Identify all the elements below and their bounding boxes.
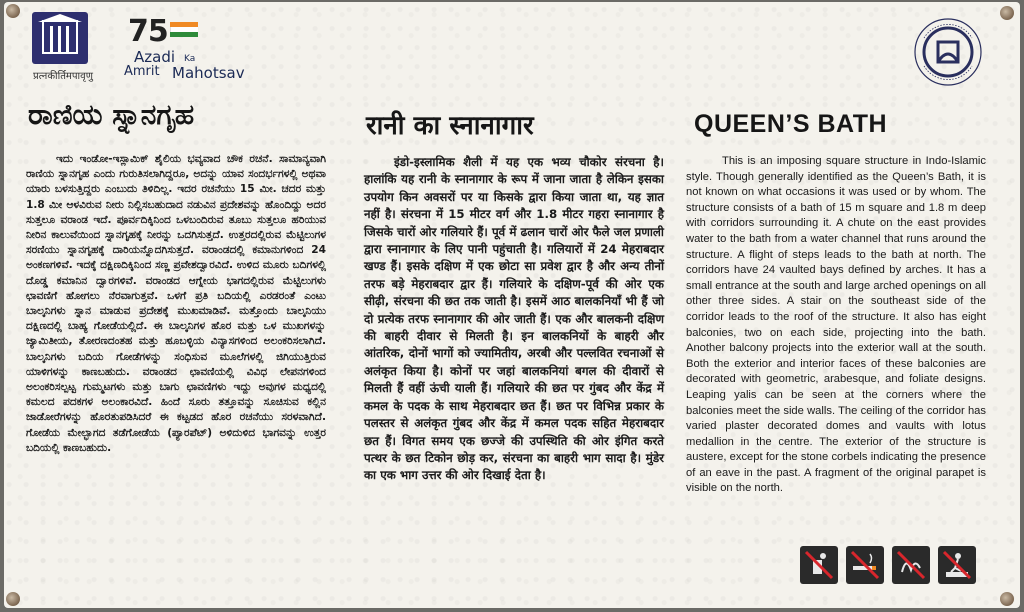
title-kannada: ರಾಣಿಯ ಸ್ನಾನಗೃಹ xyxy=(28,98,195,131)
ka-word: Ka xyxy=(184,54,196,64)
mahotsav-word: Mahotsav xyxy=(172,64,245,82)
asi-logo xyxy=(24,12,96,82)
bolt-top-right xyxy=(1000,6,1014,20)
bolt-top-left xyxy=(6,4,20,18)
no-graffiti-icon xyxy=(892,546,930,584)
azadi-75-number: 75 xyxy=(128,14,168,49)
asi-motto: प्रत्नकीर्तिमपावृणु xyxy=(33,71,93,82)
asi-emblem-icon xyxy=(32,12,88,64)
title-english: QUEEN’S BATH xyxy=(694,110,888,138)
no-littering-icon xyxy=(800,546,838,584)
no-climbing-icon xyxy=(938,546,976,584)
bolt-bottom-right xyxy=(1000,592,1014,606)
body-hindi: इंडो-इस्लामिक शैली में यह एक भव्य चौकोर संरचना है। हालांकि यह रानी के स्नानागार के रूप में जाना जाता है लेकिन इसका उपयोग किन अवसरों पर या किसके द्वारा किया जाता था, यह ज्ञात नहीं है। संरचना में 15 मीटर वर्ग और 1.8 मीटर गहरा स्नानागार है जिसके चारों ओर गलियारे हैं। पूर्व में ढलान चारों ओर फैले जल प्रणाली द्वारा स्नानागार के लिए पानी पहुंचाती है। गलियारों में 24 मेहराबदार खण्ड हैं। इसके दक्षिण में एक छोटा सा प्रवेश द्वार है और अन्य तीनों तरफ बड़े मेहराबदार द्वार हैं। गलियारे के दक्षिण-पूर्व की ओर एक सीढ़ी, संरचना की छत तक जाती है। इसमें आठ बालकनियाँ भी हैं जो दो प्रत्येक तरफ स्नानागार की ओर जाती हैं। एक और बालकनी दक्षिण की बाहरी दीवार से मिलती है। इन बालकनियों के बाहरी और आंतरिक, दोनों भागों को ज्यामितीय, अरबी और पल्लवित रचनाओं से अलंकृत किया है। कोनों पर जहां बालकनियां बगल की दीवारों से मिलती हैं वहीं ऊंची याली हैं। गलियारे की छत पर गुंबद और केंद्र में कमल के पदक के साथ मेहराबदार छत हैं। छत पर विभिन्न प्रकार के पलस्तर से अलंकृत गुंबद और केंद्र में कमल पदक सहित मेहराबदार छत हैं। विगत समय एक छज्जे की उपस्थिति की ओर इंगित करते पत्थर के छत टिकोन छोड़ कर, संरचना का बाहरी भाग सादा है। मुंडेर का एक भाग उत्तर की ओर दिखाई देता है। xyxy=(364,155,664,483)
body-kannada: ಇದು ಇಂಡೋ-ಇಸ್ಲಾಮಿಕ್ ಶೈಲಿಯ ಭವ್ಯವಾದ ಚೌಕ ರಚನೆ. ಸಾಮಾನ್ಯವಾಗಿ ರಾಣಿಯ ಸ್ನಾನಗೃಹ ಎಂದು ಗುರುತಿಸಲಾಗಿದ್ದರೂ, ಅದನ್ನು ಯಾವ ಸಂದರ್ಭಗಳಲ್ಲಿ ಅಥವಾ ಯಾರು ಬಳಸುತ್ತಿದ್ದರು ಎಂಬುದು ತಿಳಿದಿಲ್ಲ. ಇದರ ರಚನೆಯು 15 ಮೀ. ಚದರ ಮತ್ತು 1.8 ಮೀ ಆಳವಿರುವ ನೀರು ನಿಲ್ಲಿಸಬಹುದಾದ ನಡುವಿನ ಪ್ರದೇಶವನ್ನು ಹೊಂದಿದ್ದು ಅದರ ಸುತ್ತಲೂ ವರಾಂಡ ಇದೆ. ಪೂರ್ವದಿಕ್ಕಿನಿಂದ ಒಳಬಂದಿರುವ ತೂಬು ಸುತ್ತಲೂ ಹರಿಯುವ ನೀರಿನ ಕಾಲುವೆಯಿಂದ ಸ್ನಾನಗೃಹಕ್ಕೆ ನೀರನ್ನು ಒದಗಿಸುತ್ತದೆ. ಉತ್ತರದಲ್ಲಿರುವ ಮೆಟ್ಟಿಲುಗಳ ಸರಣಿಯು ಸ್ನಾನಗೃಹಕ್ಕೆ ದಾರಿಯನ್ನೊದಗಿಸುತ್ತದೆ. ವರಾಂಡದಲ್ಲಿ ಕಮಾನುಗಳಿಂದ 24 ಅಂಕಣಗಳಿವೆ. ಇದಕ್ಕೆ ದಕ್ಷಿಣದಿಕ್ಕಿನಿಂದ ಸಣ್ಣ ಪ್ರವೇಶದ್ವಾರವಿದೆ. ಉಳಿದ ಮೂರು ಬದಿಗಳಲ್ಲಿ ದೊಡ್ಡ ಕಮಾನಿನ ದ್ವಾರಗಳಿವೆ. ವರಾಂಡದ ಆಗ್ನೇಯ ಭಾಗದಲ್ಲಿರುವ ಮೆಟ್ಟಿಲುಗಳು ಛಾವಣಿಗೆ ಹೋಗಲು ನೆರವಾಗುತ್ತವೆ. ಒಳಗೆ ಪ್ರತಿ ಬದಿಯಲ್ಲಿ ಎರಡರಂತೆ ಎಂಟು ಬಾಲ್ಕನಿಗಳು ಸ್ನಾನ ಮಾಡುವ ಪ್ರದೇಶಕ್ಕೆ ಮುಖಮಾಡಿವೆ. ಮತ್ತೊಂದು ಬಾಲ್ಕನಿಯು ದಕ್ಷಿಣದಲ್ಲಿ ಬಾಹ್ಯ ಗೋಡೆಯಲ್ಲಿದೆ. ಈ ಬಾಲ್ಕನಿಗಳ ಹೊರ ಮತ್ತು ಒಳ ಮುಖಗಳನ್ನು ಜ್ಯಾಮಿತೀಯ, ತೋರಣದಂತಹ ಮತ್ತು ಹೂಬಳ್ಳಿಯ ವಿನ್ಯಾಸಗಳಿಂದ ಅಲಂಕರಿಸಲಾಗಿದೆ. ಬಾಲ್ಕನಿಗಳು ಬದಿಯ ಗೋಡೆಗಳನ್ನು ಸಂಧಿಸುವ ಮೂಲೆಗಳಲ್ಲಿ ಜಿಗಿಯುತ್ತಿರುವ ಯಾಳಿಗಳನ್ನು ಕಾಣಬಹುದು. ವರಾಂಡದ ಛಾವಣಿಯಲ್ಲಿ ವಿವಿಧ ಲೇಪನಗಳಿಂದ ಅಲಂಕರಿಸಲ್ಪಟ್ಟ ಗುಮ್ಮಟಗಳು ಮತ್ತು ಬಾಗು ಛಾವಣಿಗಳು ಇದ್ದು ಅವುಗಳ ಮಧ್ಯದಲ್ಲಿ ಕಮಲದ ಪದಕಗಳ ಅಲಂಕಾರವಿದೆ. ಹಿಂದೆ ಸೂರು ತತ್ತೂವನ್ನು ಸೂಚಿಸುವ ಕಲ್ಲಿನ ಜಾಡೋರೆಗಳನ್ನು ಹೊರತುಪಡಿಸಿದರೆ ಈ ಕಟ್ಟಡದ ಹೊರ ರಚನೆಯು ಸರಳವಾಗಿದೆ. ಗೋಡೆಯ ಮೇಲ್ಭಾಗದ ತಡೆಗೋಡೆಯ (ಪ್ಯಾರಪೆಟ್) ಅಳಿದುಳಿದ ಭಾಗವನ್ನು ಉತ್ತರ ಬದಿಯಲ್ಲಿ ಕಾಣಬಹುದು. xyxy=(26,153,326,454)
title-hindi: रानी का स्नानागार xyxy=(366,111,534,141)
body-english: This is an imposing square structure in Indo-Islamic style. Though generally identified as the Queen’s Bath, it is not known on what occasions it was used or by whom. The structure consists of a bath of 15 m square and 1.8 m deep with corridors surrounding it. A chute on the east provides water to the bath from a water channel that runs around the structure. A flight of steps leads to the bath at north. The corridors have 24 vaulted bays defined by arches. It has a small entrance at the south and large arched openings on all other three sides. A stair on the southeast side of the corridor leads to the roof of the structure. It also has eight balconies, two on each side, projecting into the bath. Another balcony projects into the exterior wall at the south. Both the exterior and interior faces of these balconies are decorated with geometric, arabesque, and foliate designs. Leaping yalis can be seen at the corners where the balconies meet the side walls. The ceiling of the corridor has varied plaster decorated domes and vaults with lotus medallion in the centre. The exterior of the structure is austere, except for the stone corbels indicating the presence of an eave in the past. A fragment of the original parapet is visible on the north. xyxy=(686,155,986,495)
azadi-ka-amrit-mahotsav-logo xyxy=(122,14,272,84)
no-smoking-icon xyxy=(846,546,884,584)
bolt-bottom-left xyxy=(6,592,20,606)
prohibition-icons xyxy=(800,546,980,586)
amrit-word: Amrit xyxy=(124,64,160,79)
azadi-word: Azadi xyxy=(134,48,176,66)
heritage-signboard xyxy=(4,2,1020,608)
tricolour-flag-icon xyxy=(170,22,198,38)
world-heritage-emblem-icon xyxy=(912,16,984,88)
